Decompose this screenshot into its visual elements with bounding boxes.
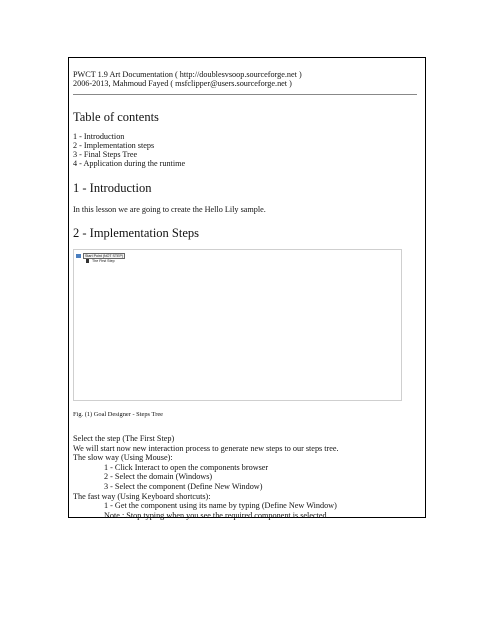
toc-item-4: 4 - Application during the runtime	[73, 159, 186, 168]
intro-text: In this lesson we are going to create the Hello Lily sample.	[73, 205, 266, 214]
step-line-6: 3 - Select the component (Define New Window)	[104, 481, 263, 491]
toc-item-1: 1 - Introduction	[73, 132, 125, 141]
toc-title: Table of contents	[73, 110, 159, 124]
header-divider	[73, 94, 417, 95]
step-line-7: The fast way (Using Keyboard shortcuts):	[73, 491, 211, 501]
header-line-1: PWCT 1.9 Art Documentation ( http://doublesvsoop.sourceforge.net )	[73, 70, 302, 79]
tree-root-label: Start Point (NOT STEP)	[85, 254, 124, 258]
step-line-3: The slow way (Using Mouse):	[73, 453, 173, 463]
section-title-introduction: 1 - Introduction	[73, 181, 152, 195]
section-title-implementation: 2 - Implementation Steps	[73, 226, 200, 240]
tree-node-icon	[76, 254, 81, 258]
steps-text	[73, 434, 339, 520]
steps-tree-screenshot	[73, 249, 402, 401]
toc-item-3: 3 - Final Steps Tree	[73, 150, 138, 159]
step-line-9: Note : Stop typing when you see the required component is selected	[104, 510, 327, 520]
figure-caption: Fig. (1) Goal Designer - Steps Tree	[73, 411, 163, 418]
step-line-8: 1 - Get the component using its name by typing (Define New Window)	[104, 501, 337, 511]
step-line-1: Select the step (The First Step)	[73, 434, 175, 443]
step-line-2: We will start now new interaction process to generate new steps to our steps tree.	[73, 443, 339, 453]
step-line-4: 1 - Click Interact to open the components browser	[104, 462, 269, 472]
step-line-5: 2 - Select the domain (Windows)	[104, 472, 213, 482]
toc-item-2: 2 - Implementation steps	[73, 141, 155, 150]
tree-child-label: The First Step	[92, 259, 115, 263]
tree-node-icon	[85, 259, 90, 263]
tree-child-node	[85, 259, 115, 263]
header-line-2: 2006-2013, Mahmoud Fayed ( msfclipper@users.sourceforge.net )	[73, 79, 292, 88]
